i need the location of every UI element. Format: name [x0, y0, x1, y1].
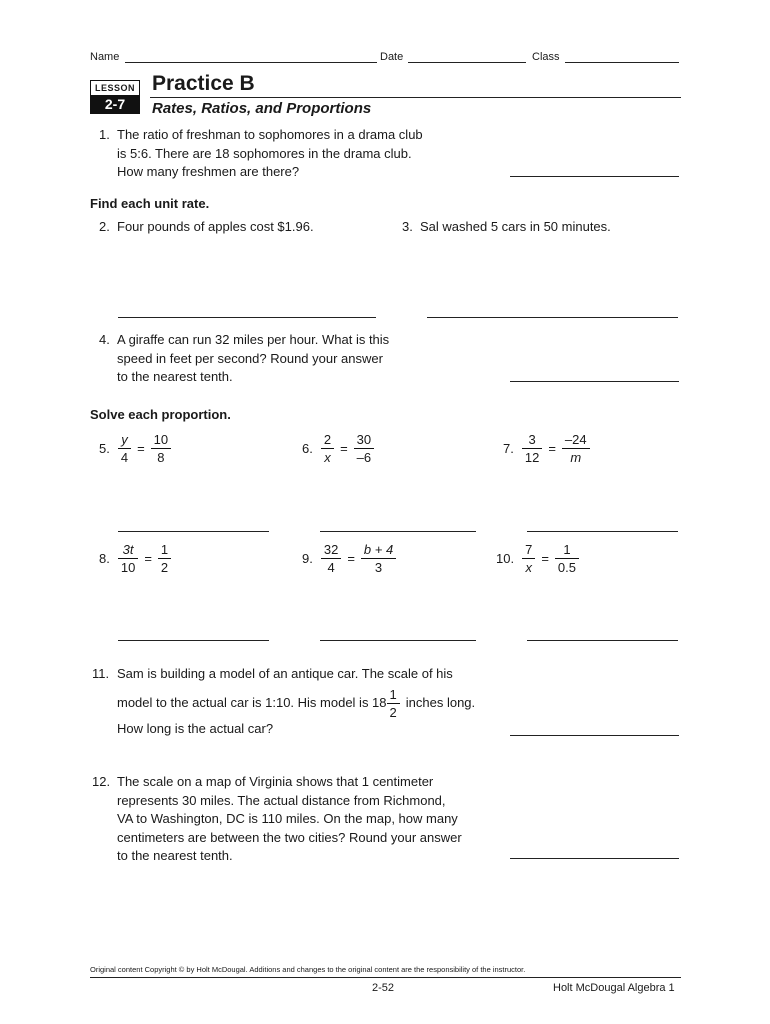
p5-answer-line[interactable]	[118, 531, 269, 532]
problem-9	[302, 541, 396, 576]
equals-sign: =	[347, 551, 355, 566]
denominator: 4	[120, 450, 129, 465]
fraction	[321, 541, 341, 576]
q3-number: 3.	[402, 219, 413, 234]
problem-number: 8.	[99, 551, 110, 566]
numerator: 7	[522, 541, 535, 559]
denominator: x	[525, 560, 532, 575]
class-label: Class	[532, 51, 560, 63]
date-field[interactable]	[408, 62, 526, 63]
problem-number: 5.	[99, 441, 110, 456]
p6-answer-line[interactable]	[320, 531, 476, 532]
class-field[interactable]	[565, 62, 679, 63]
footer-rule	[90, 977, 681, 978]
q12-answer-line[interactable]	[510, 858, 679, 859]
denominator: m	[570, 450, 582, 465]
q11-line-text: inches long.	[405, 695, 476, 711]
q12-line: represents 30 miles. The actual distance from Richmond,	[117, 792, 446, 808]
book-title: Holt McDougal Algebra 1	[553, 982, 675, 994]
problem-number: 9.	[302, 551, 313, 566]
mixed-fraction	[387, 686, 400, 721]
numerator: 2	[321, 431, 334, 449]
fraction	[151, 431, 171, 466]
q4-line: speed in feet per second? Round your answer	[117, 350, 383, 366]
problem-6	[302, 431, 374, 466]
denominator: x	[324, 450, 331, 465]
q1-line: The ratio of freshman to sophomores in a drama club	[117, 127, 423, 142]
title-rule	[150, 97, 681, 98]
page-number: 2-52	[372, 982, 395, 994]
equals-sign: =	[541, 551, 549, 566]
lesson-number: 2-7	[90, 95, 140, 114]
problem-number: 6.	[302, 441, 313, 456]
q12-line: to the nearest tenth.	[117, 848, 233, 863]
p9-answer-line[interactable]	[320, 640, 476, 641]
denominator: 8	[157, 450, 165, 465]
problem-7	[503, 431, 590, 466]
fraction	[361, 541, 396, 576]
denominator: 10	[120, 560, 136, 575]
numerator: 3t	[118, 541, 138, 559]
fraction	[321, 431, 334, 466]
q11-line: How long is the actual car?	[117, 721, 274, 736]
denominator: 4	[327, 560, 335, 575]
numerator: b + 4	[361, 541, 396, 559]
q11-line	[117, 686, 475, 721]
fraction	[562, 431, 590, 466]
q1-answer-line[interactable]	[510, 176, 679, 177]
q12-text	[117, 773, 462, 866]
q12-number: 12.	[92, 774, 111, 789]
equals-sign: =	[137, 441, 145, 456]
q11-answer-line[interactable]	[510, 735, 679, 736]
problem-number: 10.	[496, 551, 515, 566]
q4-number: 4.	[99, 332, 110, 347]
q1-number: 1.	[99, 127, 110, 142]
q2-text: Four pounds of apples cost $1.96.	[117, 219, 314, 234]
q11-line-text: model to the actual car is 1:10. His model is 18	[117, 695, 387, 711]
fraction	[118, 431, 131, 466]
q4-text	[117, 331, 389, 387]
q4-line: A giraffe can run 32 miles per hour. What is this	[117, 332, 390, 347]
q2-number: 2.	[99, 219, 110, 234]
q11-number: 11.	[92, 666, 110, 681]
fraction	[354, 431, 374, 466]
numerator: 1	[387, 686, 400, 704]
fraction	[158, 541, 171, 576]
q3-text: Sal washed 5 cars in 50 minutes.	[420, 219, 611, 234]
p8-answer-line[interactable]	[118, 640, 269, 641]
fraction	[118, 541, 138, 576]
problem-8	[99, 541, 171, 576]
q3-answer-line[interactable]	[427, 317, 678, 318]
page-title: Practice B	[152, 72, 255, 95]
q4-line: to the nearest tenth.	[117, 369, 233, 384]
equals-sign: =	[548, 441, 556, 456]
q4-answer-line[interactable]	[510, 381, 679, 382]
q1-line: is 5:6. There are 18 sophomores in the drama club.	[117, 145, 412, 161]
equals-sign: =	[144, 551, 152, 566]
q12-line: The scale on a map of Virginia shows that 1 centimeter	[117, 774, 434, 789]
numerator: 10	[151, 431, 171, 449]
denominator: 0.5	[557, 560, 576, 575]
q1-line: How many freshmen are there?	[117, 164, 300, 179]
page-subtitle: Rates, Ratios, and Proportions	[152, 100, 372, 117]
denominator: 3	[374, 560, 383, 575]
numerator: 1	[555, 541, 579, 559]
q12-line: VA to Washington, DC is 110 miles. On the map, how many	[117, 811, 458, 826]
fraction	[522, 431, 542, 466]
q12-line: centimeters are between the two cities? Round your answer	[117, 829, 462, 845]
equals-sign: =	[340, 441, 348, 456]
numerator: 32	[321, 541, 341, 559]
p10-answer-line[interactable]	[527, 640, 678, 641]
problem-number: 7.	[503, 441, 514, 456]
copyright-note: Original content Copyright © by Holt McDougal. Additions and changes to the original content are the responsibility of the instructor.	[90, 965, 526, 974]
name-label: Name	[90, 51, 120, 63]
q1-text	[117, 126, 423, 182]
name-field[interactable]	[125, 62, 377, 63]
problem-5	[99, 431, 171, 466]
section-heading-unit-rate: Find each unit rate.	[90, 196, 210, 211]
numerator: 1	[158, 541, 171, 559]
denominator: 2	[389, 705, 397, 720]
q11-line: Sam is building a model of an antique car. The scale of his	[117, 666, 453, 681]
numerator: 3	[522, 431, 542, 449]
denominator: –6	[356, 450, 372, 465]
fraction	[555, 541, 579, 576]
denominator: 2	[160, 560, 169, 575]
numerator: y	[118, 431, 131, 449]
p7-answer-line[interactable]	[527, 531, 678, 532]
denominator: 12	[524, 450, 540, 465]
fraction	[522, 541, 535, 576]
lesson-label: LESSON	[90, 80, 140, 96]
problem-10	[496, 541, 579, 576]
numerator: 30	[354, 431, 374, 449]
numerator: –24	[562, 431, 590, 449]
section-heading-proportion: Solve each proportion.	[90, 407, 231, 422]
q2-answer-line[interactable]	[118, 317, 376, 318]
date-label: Date	[380, 51, 404, 63]
